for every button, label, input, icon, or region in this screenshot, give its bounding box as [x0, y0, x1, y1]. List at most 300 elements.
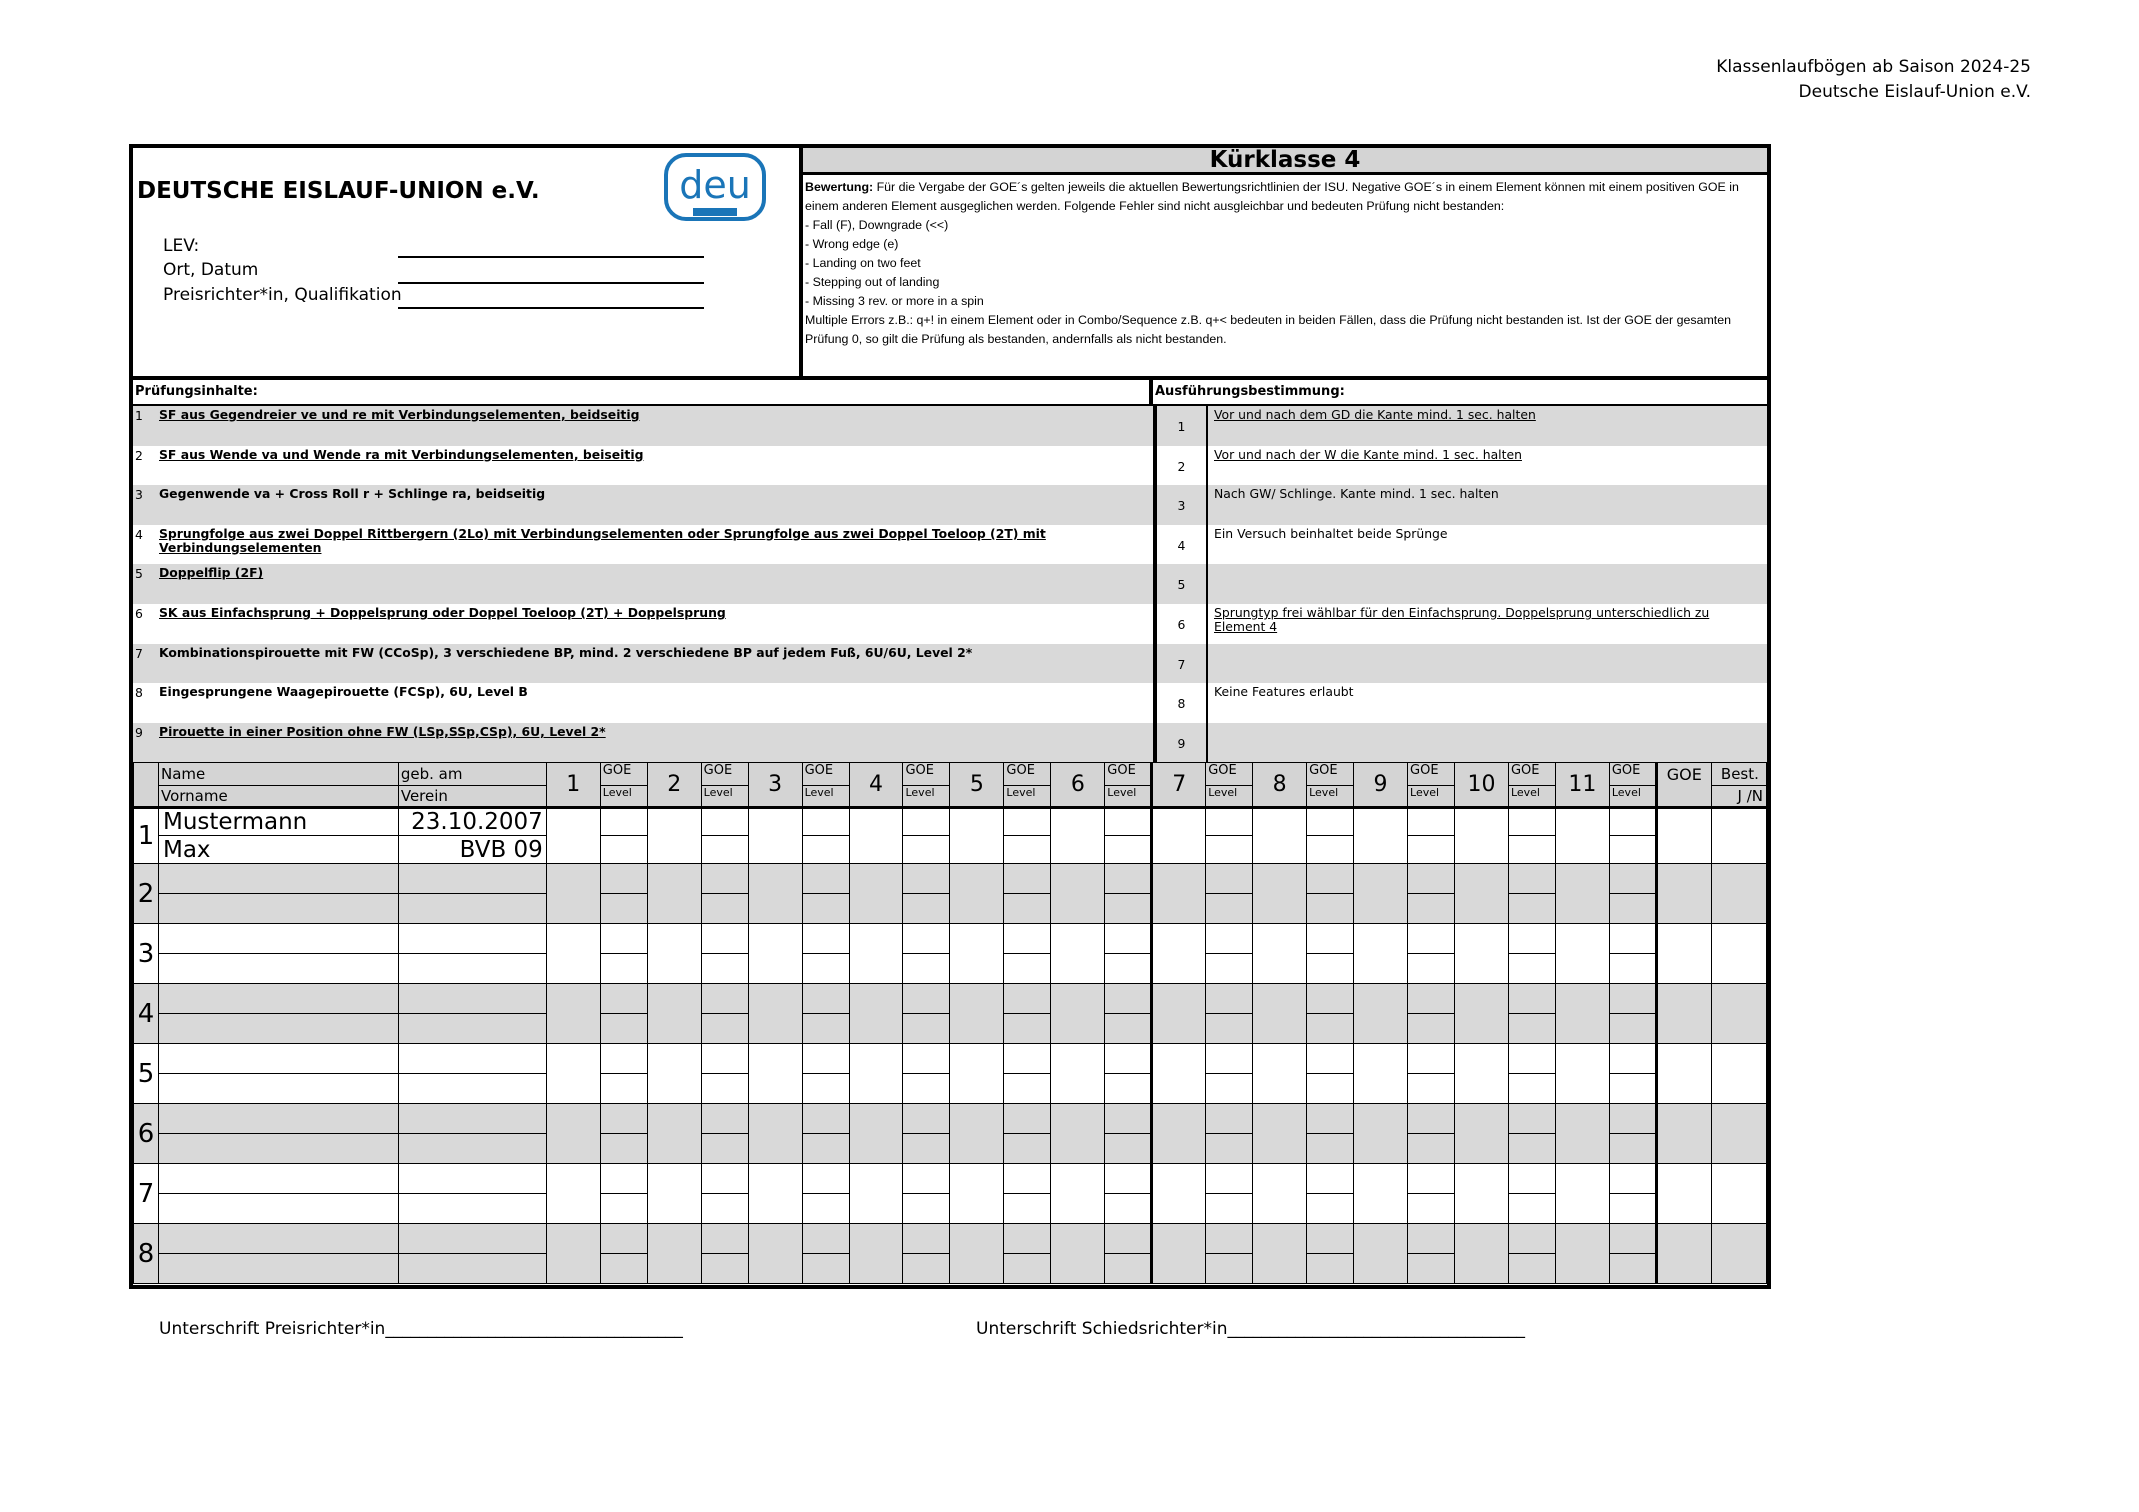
- element-score-cell[interactable]: [647, 808, 701, 864]
- level-cell[interactable]: [1508, 954, 1555, 984]
- goe-cell[interactable]: [802, 864, 849, 894]
- goe-cell[interactable]: [1609, 864, 1656, 894]
- element-score-cell[interactable]: [1454, 1164, 1508, 1224]
- level-cell[interactable]: [1206, 836, 1253, 864]
- goe-cell[interactable]: [1105, 864, 1152, 894]
- level-cell[interactable]: [1105, 1254, 1152, 1284]
- element-score-cell[interactable]: [1253, 984, 1307, 1044]
- verein-cell[interactable]: [398, 1134, 546, 1164]
- goe-cell[interactable]: [1508, 1104, 1555, 1134]
- total-goe-cell[interactable]: [1656, 864, 1711, 924]
- verein-cell[interactable]: BVB 09: [398, 836, 546, 864]
- level-cell[interactable]: [1609, 1134, 1656, 1164]
- element-score-cell[interactable]: [950, 1164, 1004, 1224]
- element-score-cell[interactable]: [1253, 1044, 1307, 1104]
- level-cell[interactable]: [600, 1134, 647, 1164]
- total-goe-cell[interactable]: [1656, 984, 1711, 1044]
- element-score-cell[interactable]: [1051, 984, 1105, 1044]
- goe-cell[interactable]: [1609, 1044, 1656, 1074]
- level-cell[interactable]: [1609, 894, 1656, 924]
- level-cell[interactable]: [1408, 894, 1455, 924]
- goe-cell[interactable]: [600, 1104, 647, 1134]
- level-cell[interactable]: [903, 1074, 950, 1104]
- verein-cell[interactable]: [398, 1254, 546, 1284]
- goe-cell[interactable]: [1508, 924, 1555, 954]
- goe-cell[interactable]: [1307, 1164, 1354, 1194]
- element-score-cell[interactable]: [1051, 1104, 1105, 1164]
- goe-cell[interactable]: [1307, 808, 1354, 836]
- level-cell[interactable]: [903, 1194, 950, 1224]
- level-cell[interactable]: [1609, 1014, 1656, 1044]
- geb-cell[interactable]: [398, 1224, 546, 1254]
- element-score-cell[interactable]: [1354, 864, 1408, 924]
- element-score-cell[interactable]: [1152, 924, 1206, 984]
- level-cell[interactable]: [1307, 894, 1354, 924]
- goe-cell[interactable]: [1307, 924, 1354, 954]
- level-cell[interactable]: [600, 954, 647, 984]
- geb-cell[interactable]: [398, 864, 546, 894]
- goe-cell[interactable]: [600, 924, 647, 954]
- element-score-cell[interactable]: [1354, 924, 1408, 984]
- element-score-cell[interactable]: [546, 1104, 600, 1164]
- level-cell[interactable]: [1609, 954, 1656, 984]
- total-goe-cell[interactable]: [1656, 924, 1711, 984]
- element-score-cell[interactable]: [1454, 1044, 1508, 1104]
- element-score-cell[interactable]: [1354, 1104, 1408, 1164]
- element-score-cell[interactable]: [1555, 864, 1609, 924]
- goe-cell[interactable]: [1206, 1224, 1253, 1254]
- goe-cell[interactable]: [1206, 1164, 1253, 1194]
- goe-cell[interactable]: [600, 808, 647, 836]
- geb-cell[interactable]: [398, 1044, 546, 1074]
- level-cell[interactable]: [600, 1074, 647, 1104]
- level-cell[interactable]: [1004, 1014, 1051, 1044]
- geb-cell[interactable]: [398, 1164, 546, 1194]
- goe-cell[interactable]: [1408, 1224, 1455, 1254]
- level-cell[interactable]: [1206, 1074, 1253, 1104]
- goe-cell[interactable]: [1307, 984, 1354, 1014]
- level-cell[interactable]: [1508, 1194, 1555, 1224]
- name-cell[interactable]: [158, 1164, 398, 1194]
- level-cell[interactable]: [1105, 1194, 1152, 1224]
- element-score-cell[interactable]: [1051, 808, 1105, 864]
- level-cell[interactable]: [1004, 1254, 1051, 1284]
- goe-cell[interactable]: [1508, 864, 1555, 894]
- element-score-cell[interactable]: [546, 864, 600, 924]
- vorname-cell[interactable]: [158, 1074, 398, 1104]
- goe-cell[interactable]: [903, 1104, 950, 1134]
- goe-cell[interactable]: [1206, 864, 1253, 894]
- vorname-cell[interactable]: [158, 894, 398, 924]
- level-cell[interactable]: [1004, 894, 1051, 924]
- element-score-cell[interactable]: [1152, 1104, 1206, 1164]
- total-goe-cell[interactable]: [1656, 808, 1711, 864]
- total-goe-cell[interactable]: [1656, 1164, 1711, 1224]
- goe-cell[interactable]: [1206, 984, 1253, 1014]
- level-cell[interactable]: [903, 1014, 950, 1044]
- element-score-cell[interactable]: [647, 1104, 701, 1164]
- goe-cell[interactable]: [802, 1044, 849, 1074]
- element-score-cell[interactable]: [849, 1164, 903, 1224]
- best-cell[interactable]: [1711, 1104, 1766, 1164]
- goe-cell[interactable]: [1105, 984, 1152, 1014]
- level-cell[interactable]: [1307, 1194, 1354, 1224]
- element-score-cell[interactable]: [950, 1224, 1004, 1284]
- goe-cell[interactable]: [1004, 1164, 1051, 1194]
- element-score-cell[interactable]: [950, 1104, 1004, 1164]
- element-score-cell[interactable]: [1253, 924, 1307, 984]
- element-score-cell[interactable]: [546, 924, 600, 984]
- goe-cell[interactable]: [1004, 1104, 1051, 1134]
- goe-cell[interactable]: [1609, 1164, 1656, 1194]
- element-score-cell[interactable]: [1152, 1224, 1206, 1284]
- goe-cell[interactable]: [1004, 984, 1051, 1014]
- element-score-cell[interactable]: [1454, 984, 1508, 1044]
- level-cell[interactable]: [1004, 954, 1051, 984]
- element-score-cell[interactable]: [647, 1044, 701, 1104]
- goe-cell[interactable]: [1307, 1104, 1354, 1134]
- element-score-cell[interactable]: [1555, 1044, 1609, 1104]
- element-score-cell[interactable]: [748, 1224, 802, 1284]
- goe-cell[interactable]: [1004, 1224, 1051, 1254]
- level-cell[interactable]: [1105, 954, 1152, 984]
- goe-cell[interactable]: [903, 1164, 950, 1194]
- level-cell[interactable]: [802, 1194, 849, 1224]
- verein-cell[interactable]: [398, 1014, 546, 1044]
- goe-cell[interactable]: [903, 924, 950, 954]
- level-cell[interactable]: [1105, 1134, 1152, 1164]
- element-score-cell[interactable]: [849, 924, 903, 984]
- goe-cell[interactable]: [1105, 808, 1152, 836]
- level-cell[interactable]: [1206, 894, 1253, 924]
- goe-cell[interactable]: [1206, 808, 1253, 836]
- geb-cell[interactable]: [398, 924, 546, 954]
- name-cell[interactable]: Mustermann: [158, 808, 398, 836]
- level-cell[interactable]: [701, 836, 748, 864]
- name-cell[interactable]: [158, 1224, 398, 1254]
- geb-cell[interactable]: [398, 1104, 546, 1134]
- level-cell[interactable]: [1105, 1014, 1152, 1044]
- level-cell[interactable]: [1004, 836, 1051, 864]
- goe-cell[interactable]: [1609, 1104, 1656, 1134]
- level-cell[interactable]: [1206, 1014, 1253, 1044]
- goe-cell[interactable]: [903, 1044, 950, 1074]
- level-cell[interactable]: [802, 1074, 849, 1104]
- vorname-cell[interactable]: [158, 1254, 398, 1284]
- level-cell[interactable]: [1105, 894, 1152, 924]
- level-cell[interactable]: [701, 1194, 748, 1224]
- element-score-cell[interactable]: [1454, 924, 1508, 984]
- element-score-cell[interactable]: [546, 808, 600, 864]
- level-cell[interactable]: [1609, 1074, 1656, 1104]
- goe-cell[interactable]: [903, 1224, 950, 1254]
- level-cell[interactable]: [1206, 954, 1253, 984]
- level-cell[interactable]: [701, 894, 748, 924]
- level-cell[interactable]: [1105, 836, 1152, 864]
- goe-cell[interactable]: [1609, 1224, 1656, 1254]
- verein-cell[interactable]: [398, 1194, 546, 1224]
- element-score-cell[interactable]: [748, 1044, 802, 1104]
- element-score-cell[interactable]: [1152, 1044, 1206, 1104]
- goe-cell[interactable]: [1508, 808, 1555, 836]
- level-cell[interactable]: [1307, 1074, 1354, 1104]
- level-cell[interactable]: [1004, 1134, 1051, 1164]
- best-cell[interactable]: [1711, 1164, 1766, 1224]
- level-cell[interactable]: [802, 1014, 849, 1044]
- goe-cell[interactable]: [701, 864, 748, 894]
- level-cell[interactable]: [1609, 1254, 1656, 1284]
- name-cell[interactable]: [158, 924, 398, 954]
- element-score-cell[interactable]: [849, 1044, 903, 1104]
- element-score-cell[interactable]: [1152, 1164, 1206, 1224]
- goe-cell[interactable]: [1307, 1044, 1354, 1074]
- element-score-cell[interactable]: [748, 808, 802, 864]
- element-score-cell[interactable]: [1253, 1164, 1307, 1224]
- goe-cell[interactable]: [903, 864, 950, 894]
- goe-cell[interactable]: [1206, 1044, 1253, 1074]
- level-cell[interactable]: [701, 1014, 748, 1044]
- element-score-cell[interactable]: [1454, 1224, 1508, 1284]
- goe-cell[interactable]: [1105, 924, 1152, 954]
- goe-cell[interactable]: [1508, 1224, 1555, 1254]
- goe-cell[interactable]: [802, 1164, 849, 1194]
- level-cell[interactable]: [1408, 1014, 1455, 1044]
- element-score-cell[interactable]: [1555, 1104, 1609, 1164]
- goe-cell[interactable]: [701, 808, 748, 836]
- geb-cell[interactable]: [398, 984, 546, 1014]
- level-cell[interactable]: [701, 1134, 748, 1164]
- verein-cell[interactable]: [398, 1074, 546, 1104]
- element-score-cell[interactable]: [849, 808, 903, 864]
- level-cell[interactable]: [701, 1074, 748, 1104]
- level-cell[interactable]: [1408, 1134, 1455, 1164]
- level-cell[interactable]: [802, 1254, 849, 1284]
- goe-cell[interactable]: [1004, 864, 1051, 894]
- goe-cell[interactable]: [802, 984, 849, 1014]
- element-score-cell[interactable]: [849, 984, 903, 1044]
- element-score-cell[interactable]: [1454, 1104, 1508, 1164]
- geb-cell[interactable]: 23.10.2007: [398, 808, 546, 836]
- element-score-cell[interactable]: [1555, 1164, 1609, 1224]
- level-cell[interactable]: [600, 836, 647, 864]
- goe-cell[interactable]: [701, 1164, 748, 1194]
- element-score-cell[interactable]: [546, 1224, 600, 1284]
- name-cell[interactable]: [158, 1044, 398, 1074]
- level-cell[interactable]: [701, 954, 748, 984]
- best-cell[interactable]: [1711, 924, 1766, 984]
- level-cell[interactable]: [1206, 1134, 1253, 1164]
- goe-cell[interactable]: [1408, 808, 1455, 836]
- goe-cell[interactable]: [1609, 924, 1656, 954]
- best-cell[interactable]: [1711, 1224, 1766, 1284]
- level-cell[interactable]: [1307, 836, 1354, 864]
- goe-cell[interactable]: [1105, 1104, 1152, 1134]
- element-score-cell[interactable]: [546, 1044, 600, 1104]
- goe-cell[interactable]: [1508, 984, 1555, 1014]
- level-cell[interactable]: [1307, 1014, 1354, 1044]
- goe-cell[interactable]: [701, 1104, 748, 1134]
- element-score-cell[interactable]: [1354, 984, 1408, 1044]
- level-cell[interactable]: [1004, 1074, 1051, 1104]
- goe-cell[interactable]: [600, 864, 647, 894]
- element-score-cell[interactable]: [950, 924, 1004, 984]
- goe-cell[interactable]: [1004, 1044, 1051, 1074]
- level-cell[interactable]: [903, 836, 950, 864]
- element-score-cell[interactable]: [748, 924, 802, 984]
- level-cell[interactable]: [903, 1134, 950, 1164]
- goe-cell[interactable]: [1004, 924, 1051, 954]
- level-cell[interactable]: [903, 954, 950, 984]
- element-score-cell[interactable]: [546, 984, 600, 1044]
- element-score-cell[interactable]: [1152, 984, 1206, 1044]
- level-cell[interactable]: [1408, 836, 1455, 864]
- total-goe-cell[interactable]: [1656, 1224, 1711, 1284]
- element-score-cell[interactable]: [546, 1164, 600, 1224]
- element-score-cell[interactable]: [647, 984, 701, 1044]
- goe-cell[interactable]: [903, 808, 950, 836]
- best-cell[interactable]: [1711, 1044, 1766, 1104]
- goe-cell[interactable]: [600, 1044, 647, 1074]
- element-score-cell[interactable]: [1555, 808, 1609, 864]
- goe-cell[interactable]: [701, 1224, 748, 1254]
- total-goe-cell[interactable]: [1656, 1044, 1711, 1104]
- level-cell[interactable]: [802, 1134, 849, 1164]
- goe-cell[interactable]: [701, 924, 748, 954]
- goe-cell[interactable]: [600, 1224, 647, 1254]
- level-cell[interactable]: [1206, 1194, 1253, 1224]
- element-score-cell[interactable]: [849, 1104, 903, 1164]
- best-cell[interactable]: [1711, 984, 1766, 1044]
- level-cell[interactable]: [600, 1014, 647, 1044]
- element-score-cell[interactable]: [647, 1224, 701, 1284]
- total-goe-cell[interactable]: [1656, 1104, 1711, 1164]
- level-cell[interactable]: [600, 1194, 647, 1224]
- vorname-cell[interactable]: [158, 1194, 398, 1224]
- level-cell[interactable]: [903, 1254, 950, 1284]
- level-cell[interactable]: [1508, 1134, 1555, 1164]
- goe-cell[interactable]: [1206, 1104, 1253, 1134]
- element-score-cell[interactable]: [748, 864, 802, 924]
- goe-cell[interactable]: [802, 924, 849, 954]
- goe-cell[interactable]: [1408, 1044, 1455, 1074]
- element-score-cell[interactable]: [1152, 864, 1206, 924]
- level-cell[interactable]: [1307, 954, 1354, 984]
- goe-cell[interactable]: [701, 1044, 748, 1074]
- level-cell[interactable]: [1508, 1014, 1555, 1044]
- element-score-cell[interactable]: [1354, 808, 1408, 864]
- goe-cell[interactable]: [1105, 1224, 1152, 1254]
- element-score-cell[interactable]: [849, 864, 903, 924]
- goe-cell[interactable]: [701, 984, 748, 1014]
- goe-cell[interactable]: [1408, 864, 1455, 894]
- level-cell[interactable]: [802, 954, 849, 984]
- level-cell[interactable]: [600, 894, 647, 924]
- vorname-cell[interactable]: Max: [158, 836, 398, 864]
- name-cell[interactable]: [158, 864, 398, 894]
- element-score-cell[interactable]: [849, 1224, 903, 1284]
- level-cell[interactable]: [1408, 1254, 1455, 1284]
- element-score-cell[interactable]: [1051, 864, 1105, 924]
- element-score-cell[interactable]: [1253, 864, 1307, 924]
- element-score-cell[interactable]: [1152, 808, 1206, 864]
- element-score-cell[interactable]: [1253, 1224, 1307, 1284]
- goe-cell[interactable]: [1408, 984, 1455, 1014]
- element-score-cell[interactable]: [950, 984, 1004, 1044]
- element-score-cell[interactable]: [1051, 924, 1105, 984]
- element-score-cell[interactable]: [1253, 808, 1307, 864]
- goe-cell[interactable]: [1206, 924, 1253, 954]
- element-score-cell[interactable]: [1354, 1044, 1408, 1104]
- best-cell[interactable]: [1711, 864, 1766, 924]
- level-cell[interactable]: [1408, 1194, 1455, 1224]
- level-cell[interactable]: [1508, 894, 1555, 924]
- level-cell[interactable]: [1508, 836, 1555, 864]
- level-cell[interactable]: [600, 1254, 647, 1284]
- name-cell[interactable]: [158, 1104, 398, 1134]
- goe-cell[interactable]: [1408, 1164, 1455, 1194]
- verein-cell[interactable]: [398, 954, 546, 984]
- goe-cell[interactable]: [1408, 924, 1455, 954]
- level-cell[interactable]: [1408, 954, 1455, 984]
- goe-cell[interactable]: [600, 984, 647, 1014]
- goe-cell[interactable]: [903, 984, 950, 1014]
- element-score-cell[interactable]: [647, 924, 701, 984]
- name-cell[interactable]: [158, 984, 398, 1014]
- goe-cell[interactable]: [1408, 1104, 1455, 1134]
- level-cell[interactable]: [903, 894, 950, 924]
- element-score-cell[interactable]: [1555, 924, 1609, 984]
- element-score-cell[interactable]: [1354, 1224, 1408, 1284]
- level-cell[interactable]: [1609, 1194, 1656, 1224]
- element-score-cell[interactable]: [1454, 808, 1508, 864]
- element-score-cell[interactable]: [950, 1044, 1004, 1104]
- level-cell[interactable]: [1408, 1074, 1455, 1104]
- element-score-cell[interactable]: [1555, 984, 1609, 1044]
- goe-cell[interactable]: [1508, 1164, 1555, 1194]
- level-cell[interactable]: [802, 836, 849, 864]
- goe-cell[interactable]: [1609, 984, 1656, 1014]
- element-score-cell[interactable]: [950, 864, 1004, 924]
- best-cell[interactable]: [1711, 808, 1766, 864]
- element-score-cell[interactable]: [647, 864, 701, 924]
- element-score-cell[interactable]: [1555, 1224, 1609, 1284]
- vorname-cell[interactable]: [158, 1134, 398, 1164]
- goe-cell[interactable]: [802, 1104, 849, 1134]
- goe-cell[interactable]: [600, 1164, 647, 1194]
- vorname-cell[interactable]: [158, 954, 398, 984]
- element-score-cell[interactable]: [647, 1164, 701, 1224]
- goe-cell[interactable]: [802, 1224, 849, 1254]
- element-score-cell[interactable]: [748, 1164, 802, 1224]
- goe-cell[interactable]: [1609, 808, 1656, 836]
- goe-cell[interactable]: [1105, 1164, 1152, 1194]
- level-cell[interactable]: [1307, 1134, 1354, 1164]
- goe-cell[interactable]: [1307, 864, 1354, 894]
- element-score-cell[interactable]: [1454, 864, 1508, 924]
- goe-cell[interactable]: [1004, 808, 1051, 836]
- element-score-cell[interactable]: [1051, 1164, 1105, 1224]
- element-score-cell[interactable]: [748, 1104, 802, 1164]
- goe-cell[interactable]: [1105, 1044, 1152, 1074]
- element-score-cell[interactable]: [1051, 1224, 1105, 1284]
- element-score-cell[interactable]: [748, 984, 802, 1044]
- level-cell[interactable]: [701, 1254, 748, 1284]
- level-cell[interactable]: [1206, 1254, 1253, 1284]
- level-cell[interactable]: [1508, 1254, 1555, 1284]
- vorname-cell[interactable]: [158, 1014, 398, 1044]
- level-cell[interactable]: [802, 894, 849, 924]
- element-score-cell[interactable]: [950, 808, 1004, 864]
